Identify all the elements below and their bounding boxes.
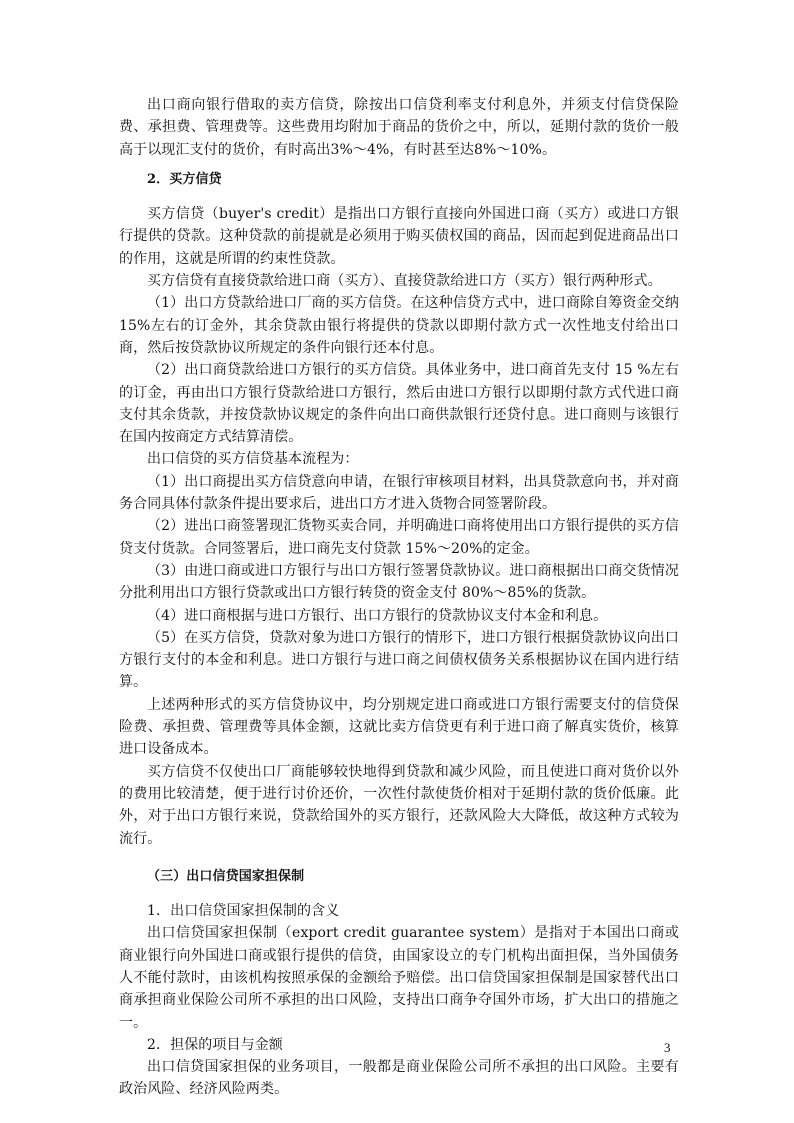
paragraph-buyer-credit-advantages: 买方信贷不仅使出口厂商能够较快地得到贷款和减少风险，而且使进口商对货价以外的费用比较清楚，便于进行讨价还价，一次性付款使货价相对于延期付款的货价低廉。此外，对于出口方银行来说，贷款给国外的买方银行，还款风险大大降低，故这种方式较为流行。 <box>119 763 679 847</box>
subheading-guarantee-items: 2．担保的项目与金额 <box>147 1036 283 1053</box>
paragraph-form-2: （2）出口商贷款给进口方银行的买方信贷。具体业务中，进口商首先支付 15 %左右的订金，再由出口方银行贷款给进口方银行，然后由进口方银行以即期付款方式代进口商支付其余货款，并按贷款协议规定的条件向出口商供款银行还贷付息。进口商则与该银行在国内按商定方式结算清偿。 <box>119 362 679 446</box>
page-number: 3 <box>664 1040 671 1055</box>
section-heading-buyer-credit: 2．买方信贷 <box>147 171 222 187</box>
paragraph-seller-credit-fees: 出口商向银行借取的卖方信贷，除按出口信贷利率支付利息外，并须支付信贷保险费、承担费、管理费等。这些费用均附加于商品的货价之中，所以，延期付款的货价一般高于以现汇支付的货价，有时高出3%～4%，有时甚至达8%～10%。 <box>119 97 679 158</box>
document-page <box>119 94 679 1101</box>
paragraph-guarantee-items: 出口信贷国家担保的业务项目，一般都是商业保险公司所不承担的出口风险。主要有政治风险、经济风险两类。 <box>119 1059 679 1098</box>
section-heading-guarantee-system: （三）出口信贷国家担保制 <box>147 868 305 884</box>
paragraph-process-step-1: （1）出口商提出买方信贷意向申请，在银行审核项目材料，出具贷款意向书，并对商务合同具体付款条件提出要求后，进出口方才进入货物合同签署阶段。 <box>119 473 679 513</box>
paragraph-guarantee-definition: 出口信贷国家担保制（export credit guarantee system）是指对于本国出口商或商业银行向外国进口商或银行提供的信贷，由国家设立的专门机构出面担保，当外国债务人不能付款时，由该机构按照承保的金额给予赔偿。出口信贷国家担保制是国家替代出口商承担商业保险公司所不承担的出口风险，支持出口商争夺国外市场，扩大出口的措施之一。 <box>119 925 679 1031</box>
paragraph-buyer-credit-definition: 买方信贷（buyer's credit）是指出口方银行直接向外国进口商（买方）或进口方银行提供的贷款。这种贷款的前提就是必须用于购买债权国的商品，因而起到促进商品出口的作用，这就是所谓的约束性贷款。 <box>119 206 679 267</box>
paragraph-form-1: （1）出口方贷款给进口厂商的买方信贷。在这种信贷方式中，进口商除自筹资金交纳15%左右的订金外，其余贷款由银行将提供的贷款以即期付款方式一次性地支付给出口商，然后按贷款协议所规定的条件向银行还本付息。 <box>119 295 679 356</box>
paragraph-buyer-credit-forms: 买方信贷有直接贷款给进口商（买方）、直接贷款给进口方（买方）银行两种形式。 <box>147 273 662 290</box>
subheading-guarantee-meaning: 1．出口信贷国家担保制的含义 <box>147 903 340 920</box>
paragraph-process-step-4: （4）进口商根据与进口方银行、出口方银行的贷款协议支付本金和利息。 <box>147 607 608 624</box>
paragraph-process-step-5: （5）在买方信贷，贷款对象为进口方银行的情形下，进口方银行根据贷款协议向出口方银行支付的本金和利息。进口方银行与进口商之间债权债务关系根据协议在国内进行结算。 <box>119 629 679 691</box>
paragraph-process-step-3: （3）由进口商或进口方银行与出口方银行签署贷款协议。进口商根据出口商交货情况分批利用出口方银行贷款或出口方银行转贷的资金支付 80%～85%的货款。 <box>119 562 679 602</box>
paragraph-process-step-2: （2）进出口商签署现汇货物买卖合同，并明确进口商将使用出口方银行提供的买方信贷支付货款。合同签署后，进口商先支付贷款 15%～20%的定金。 <box>119 518 679 557</box>
paragraph-agreement-comparison: 上述两种形式的买方信贷协议中，均分别规定进口商或进口方银行需要支付的信贷保险费、承担费、管理费等具体金额，这就比卖方信贷更有利于进口商了解真实货价，核算进口设备成本。 <box>119 696 679 758</box>
paragraph-process-intro: 出口信贷的买方信贷基本流程为： <box>147 451 359 468</box>
